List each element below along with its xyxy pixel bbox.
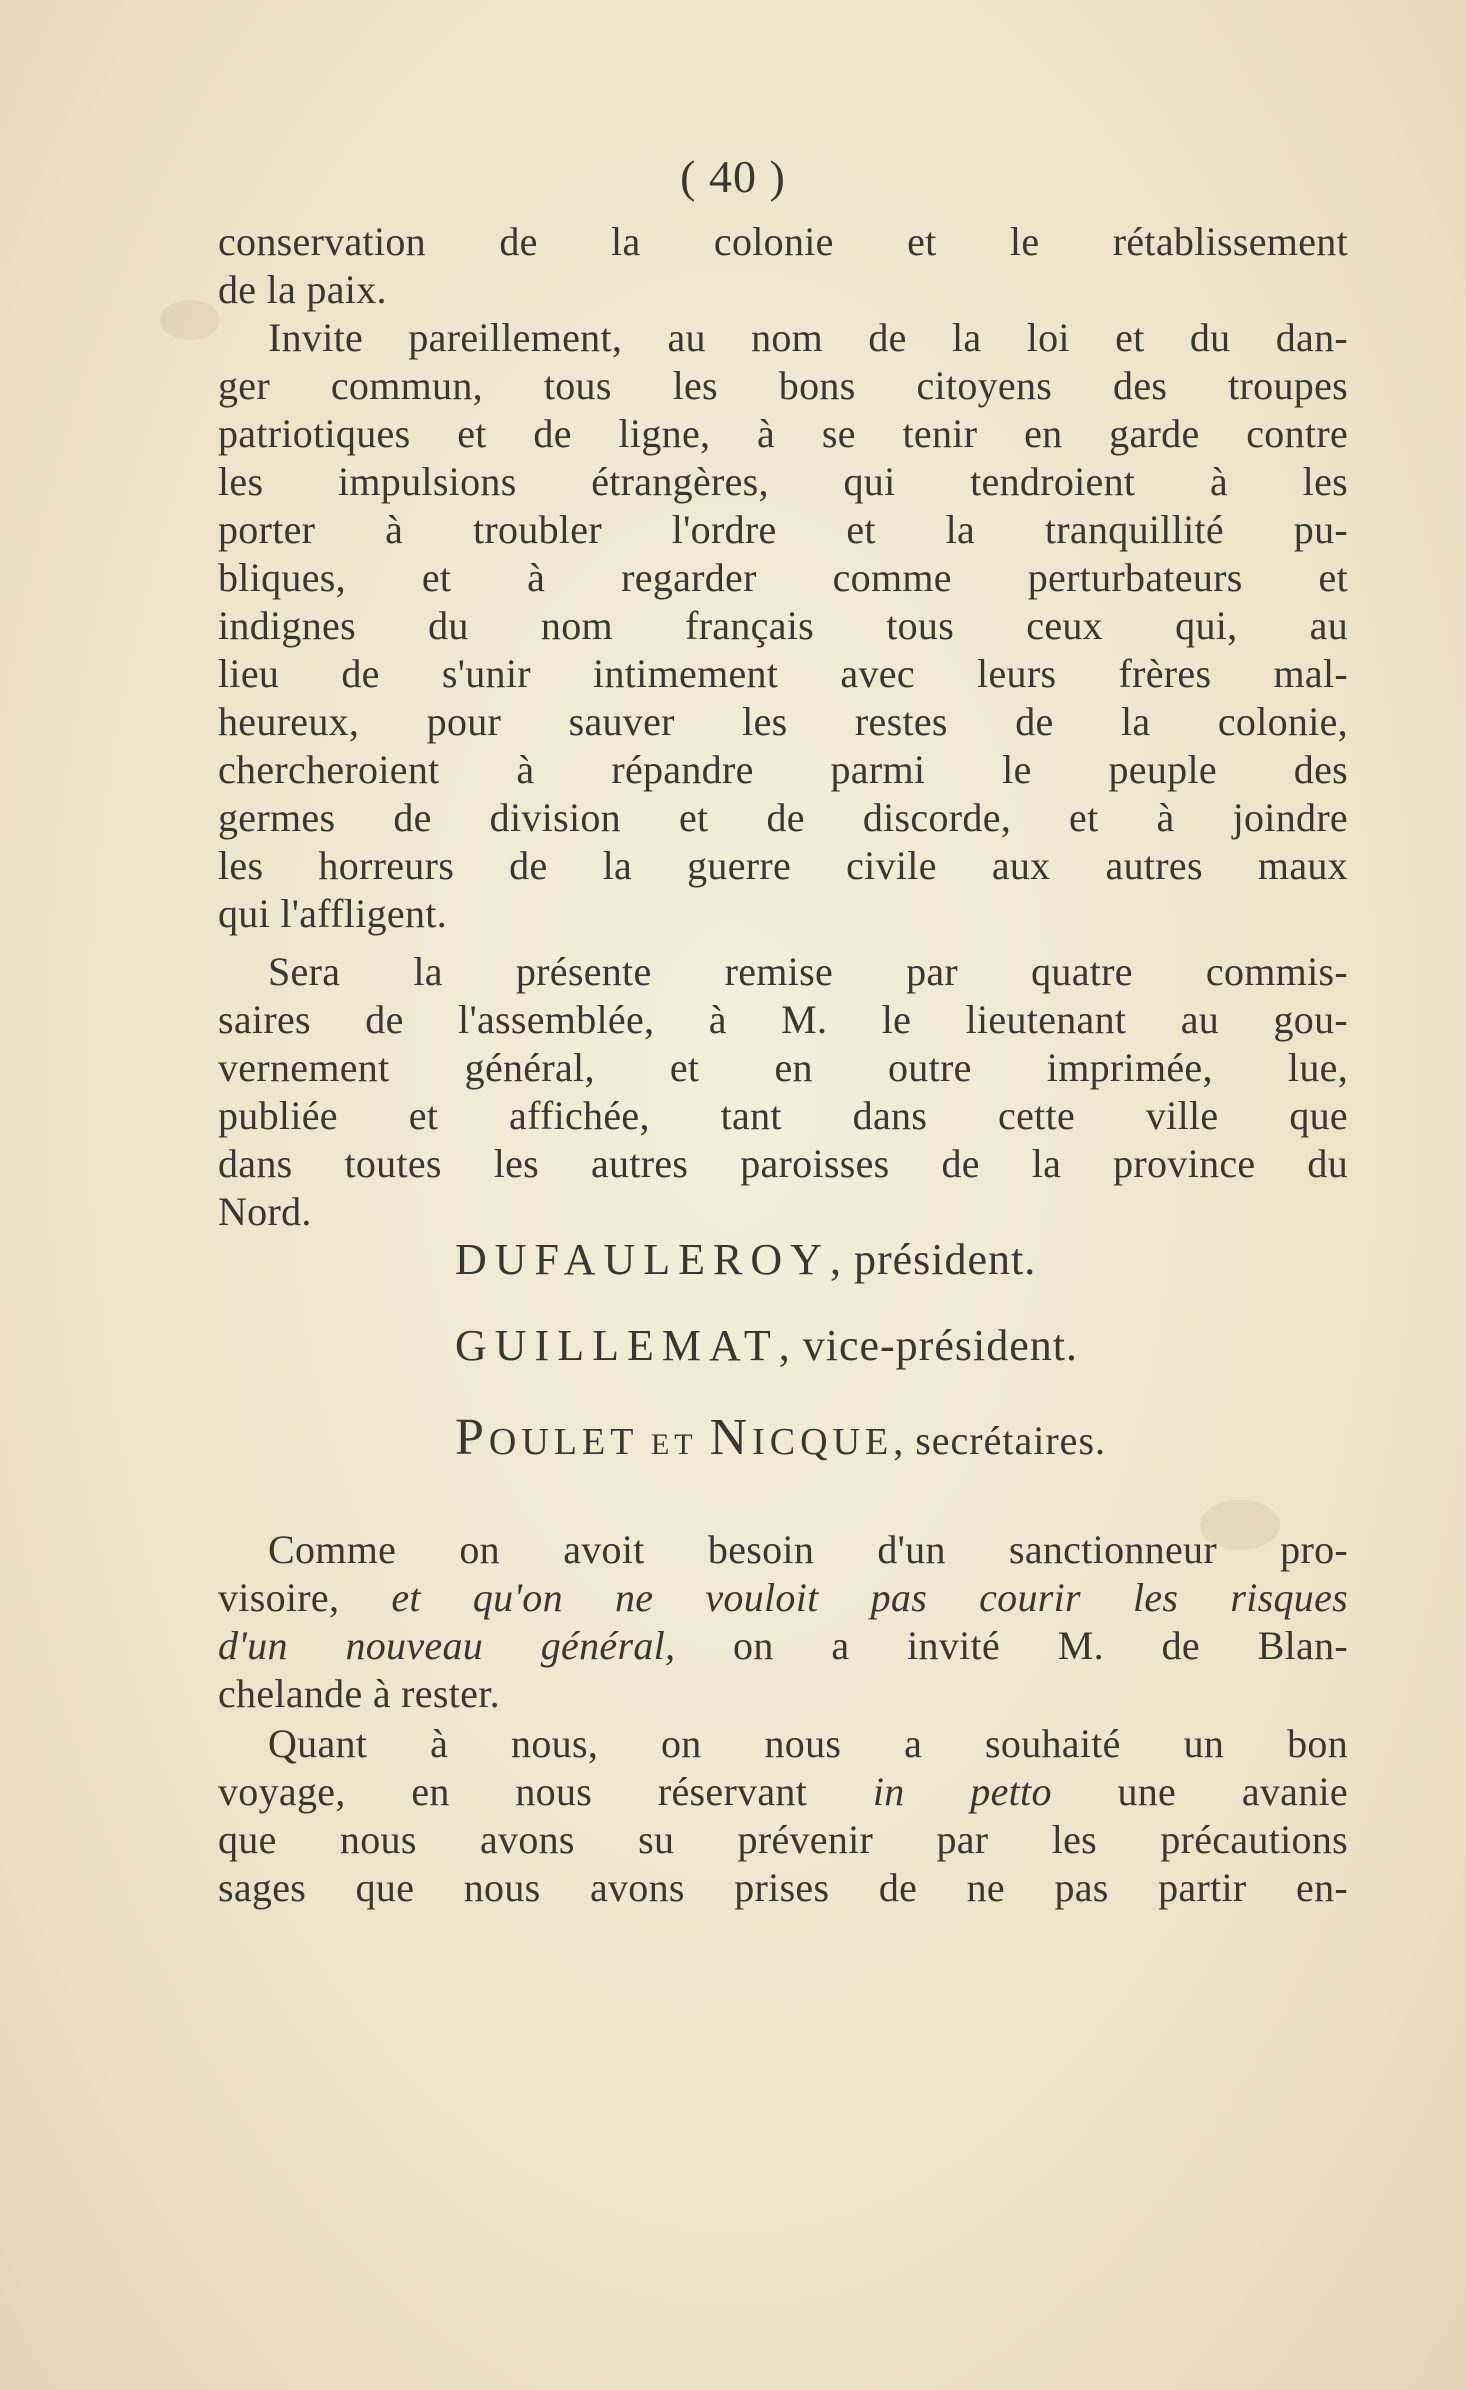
text-plain: une avanie <box>1051 1769 1348 1814</box>
text-line: publiée et affichée, tant dans cette ville que <box>218 1093 1348 1138</box>
text-line: Comme on avoit besoin d'un sanctionneur pro- <box>268 1527 1348 1572</box>
secretary-2-name: ICQUE <box>752 1421 894 1463</box>
text-line <box>218 1768 1348 1816</box>
text-line: chelande à rester. <box>218 1671 500 1716</box>
text-line: de la paix. <box>218 267 387 312</box>
paragraph-5 <box>218 1720 1348 1912</box>
text-line: patriotiques et de ligne, à se tenir en garde contre <box>218 411 1348 456</box>
text-line: les impulsions étrangères, qui tendroient à les <box>218 459 1348 504</box>
text-line: Nord. <box>218 1189 312 1234</box>
text-line: ger commun, tous les bons citoyens des troupes <box>218 363 1348 408</box>
text-line: Quant à nous, on nous a souhaité un bon <box>268 1721 1348 1766</box>
text-line: lieu de s'unir intimement avec leurs frères mal- <box>218 651 1348 696</box>
secretaries-title: , secrétaires. <box>893 1418 1107 1463</box>
paragraph-2 <box>218 314 1348 938</box>
secretaries-joiner: ET <box>638 1428 710 1461</box>
text-plain: on a invité M. de Blan- <box>675 1623 1348 1668</box>
text-line: dans toutes les autres paroisses de la province du <box>218 1141 1348 1186</box>
text-line: porter à troubler l'ordre et la tranquillité pu- <box>218 507 1348 552</box>
secretary-1-initial: P <box>455 1409 489 1466</box>
paragraph-3 <box>218 948 1348 1236</box>
paragraph-1 <box>218 218 1348 314</box>
text-line: bliques, et à regarder comme perturbateurs et <box>218 555 1348 600</box>
text-line: heureux, pour sauver les restes de la colonie, <box>218 699 1348 744</box>
page-number: ( 40 ) <box>680 151 786 202</box>
text-italic: d'un nouveau général, <box>218 1623 676 1668</box>
text-line: Sera la présente remise par quatre commis- <box>268 949 1348 994</box>
text-line: conservation de la colonie et le rétablissement <box>218 219 1348 264</box>
text-line <box>218 1622 1348 1670</box>
president-name: DUFAULEROY <box>455 1235 830 1284</box>
text-line: qui l'affligent. <box>218 891 447 936</box>
signature-president <box>455 1234 1036 1285</box>
paper-stain <box>160 300 220 340</box>
text-plain: voyage, en nous réservant <box>218 1769 873 1814</box>
vice-president-name: GUILLEMAT <box>455 1321 779 1370</box>
text-plain: visoire, <box>218 1575 392 1620</box>
text-line: sages que nous avons prises de ne pas partir en- <box>218 1865 1348 1910</box>
text-line: Invite pareillement, au nom de la loi et du dan- <box>268 315 1348 360</box>
secretary-2-initial: N <box>709 1409 753 1466</box>
text-line: indignes du nom français tous ceux qui, au <box>218 603 1348 648</box>
vice-president-title: , vice-président. <box>778 1321 1078 1370</box>
text-line <box>218 1574 1348 1622</box>
text-italic: in petto <box>872 1769 1052 1814</box>
text-line: les horreurs de la guerre civile aux autres maux <box>218 843 1348 888</box>
text-line: saires de l'assemblée, à M. le lieutenant au gou- <box>218 997 1348 1042</box>
president-title: , président. <box>829 1235 1037 1284</box>
text-italic: et qu'on ne vouloit pas courir les risques <box>391 1575 1348 1620</box>
text-line: chercheroient à répandre parmi le peuple des <box>218 747 1348 792</box>
text-line: germes de division et de discorde, et à joindre <box>218 795 1348 840</box>
text-line: vernement général, et en outre imprimée, lue, <box>218 1045 1348 1090</box>
paragraph-4 <box>218 1526 1348 1718</box>
signature-secretaries <box>455 1408 1106 1467</box>
text-line: que nous avons su prévenir par les précautions <box>218 1817 1348 1862</box>
secretary-1-name: OULET <box>488 1421 639 1463</box>
signature-vice-president <box>455 1320 1078 1371</box>
